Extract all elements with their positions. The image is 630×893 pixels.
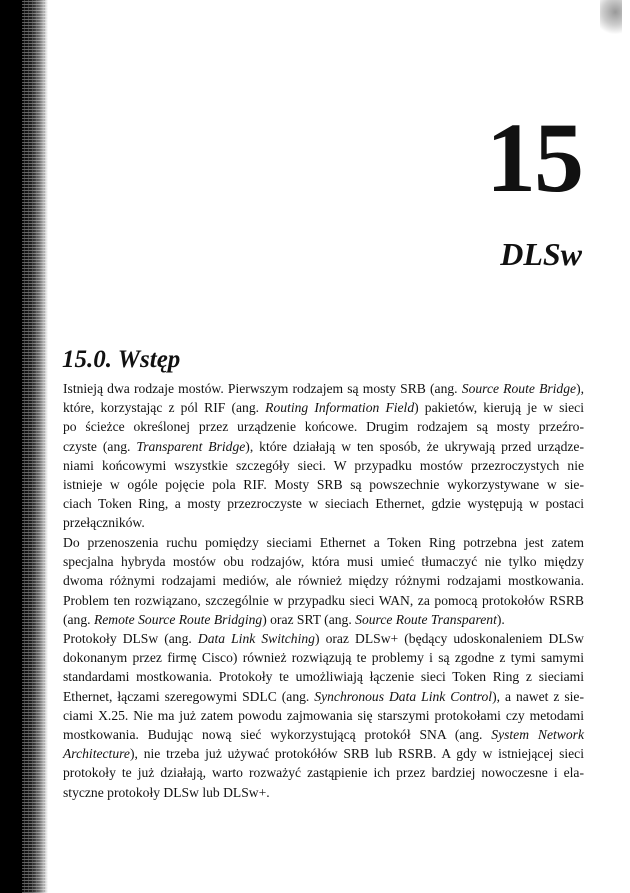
text-line xyxy=(63,571,584,590)
text-run: standardami mostkowania. Protokoły te umożliwiają łączenie sieci Token Ring z sieciami xyxy=(63,669,584,685)
text-line xyxy=(63,417,584,436)
text-run: mostkowania. Budując nową sieć wykorzystującą protokół SNA (ang. xyxy=(63,727,492,743)
scan-corner-smudge xyxy=(600,0,622,40)
text-line xyxy=(63,763,584,782)
text-line xyxy=(63,725,584,744)
italic-term: Source Route Transparent xyxy=(355,611,497,627)
text-run: ciach Token Ring, a mosty przezroczyste w sieciach Ethernet, gdzie występują w postaci xyxy=(63,496,584,512)
text-run: ciami X.25. Nie ma już zatem powodu zajmowania się starszymi protokołami czy metodami xyxy=(63,707,584,723)
paragraph-2 xyxy=(63,533,584,629)
paragraph-3 xyxy=(63,629,584,802)
text-run: ), a nawet z sie- xyxy=(492,688,584,704)
text-line xyxy=(63,591,584,610)
text-run: (ang. xyxy=(63,611,94,627)
text-line xyxy=(63,379,584,398)
text-line xyxy=(63,398,584,417)
text-run: czyste (ang. xyxy=(63,438,137,454)
text-line xyxy=(63,744,584,763)
text-run: Ethernet, łączami szeregowymi SDLC (ang. xyxy=(63,688,315,704)
italic-term: Source Route Bridge xyxy=(461,381,577,396)
chapter-number: 15 xyxy=(486,102,582,213)
text-run: ) pakietów, kierują je w sieci xyxy=(414,400,584,416)
text-run: ), nie trzeba już używać protokółów SRB lub RSRB. A gdy w istniejącej sieci xyxy=(129,746,584,762)
text-run: przełączników. xyxy=(63,515,145,531)
text-line xyxy=(63,610,584,629)
section-heading: 15.0. Wstęp xyxy=(62,346,181,373)
text-line xyxy=(63,648,584,667)
text-line xyxy=(63,687,584,706)
italic-term: System Network xyxy=(491,727,584,743)
text-line xyxy=(63,629,584,648)
italic-term: Data Link Switching xyxy=(197,631,315,646)
text-run: ), xyxy=(576,381,585,396)
text-run: Istnieją dwa rodzaje mostów. Pierwszym rodzajem są mosty SRB (ang. xyxy=(63,381,462,396)
scan-binding-edge xyxy=(0,0,22,893)
text-run: które, korzystając z pól RIF (ang. xyxy=(63,400,266,416)
text-run: dwoma różnymi rodzajami mediów, ale również między różnymi rodzajami mostkowania. xyxy=(63,573,584,589)
text-run: protokoły te już działają, warto rozważyć zastąpienie ich przez bardziej nowoczesne i ela- xyxy=(63,765,584,781)
text-run: styczne protokoły DLSw lub DLSw+. xyxy=(63,784,270,800)
text-line xyxy=(63,494,584,513)
text-line xyxy=(63,513,584,532)
text-line xyxy=(63,456,584,475)
italic-term: Architecture xyxy=(63,746,130,762)
paragraph-1 xyxy=(63,379,584,533)
text-run: ). xyxy=(496,611,505,627)
text-line xyxy=(63,783,584,802)
text-line xyxy=(63,667,584,686)
italic-term: Transparent Bridge xyxy=(136,438,246,454)
text-line xyxy=(63,552,584,571)
text-line xyxy=(63,706,584,725)
chapter-title: DLSw xyxy=(500,236,582,272)
text-run: specjalna hybryda mostów obu rodzajów, która musi umieć tłumaczyć nie tylko między xyxy=(63,554,584,570)
text-run: istnieje w ogóle pojęcie pola RIF. Mosty SRB są powszechnie wykorzystywane w sie- xyxy=(63,477,584,493)
text-run: Protokoły DLSw (ang. xyxy=(63,631,198,646)
text-run: ) oraz SRT (ang. xyxy=(262,611,356,627)
text-run: Problem ten rozwiązano, szczególnie w przypadku sieci WAN, za pomocą protokołów RSRB xyxy=(63,592,584,608)
italic-term: Remote Source Route Bridging xyxy=(93,611,263,627)
text-run: dokonanym przez firmę Cisco) również rozwiązują te problemy i są zgodne z tymi samymi xyxy=(63,650,584,666)
text-run: po ścieżce określonej przez urządzenie końcowe. Drugim rodzajem są mosty przeźro- xyxy=(63,419,584,435)
text-line xyxy=(63,475,584,494)
text-line xyxy=(63,437,584,456)
text-run: ), które działają w ten sposób, że ukrywają przed urządze- xyxy=(245,438,584,454)
text-run: ) oraz DLSw+ (będący udoskonaleniem DLSw xyxy=(314,631,584,646)
text-run: niami końcowymi wszystkie szczegóły sieci. W przypadku mostów przezroczystych nie xyxy=(63,457,584,473)
italic-term: Routing Information Field xyxy=(265,400,415,416)
text-line xyxy=(63,533,584,552)
text-run: Do przenoszenia ruchu pomiędzy sieciami Ethernet a Token Ring potrzebna jest zatem xyxy=(63,535,584,550)
italic-term: Synchronous Data Link Control xyxy=(314,688,493,704)
